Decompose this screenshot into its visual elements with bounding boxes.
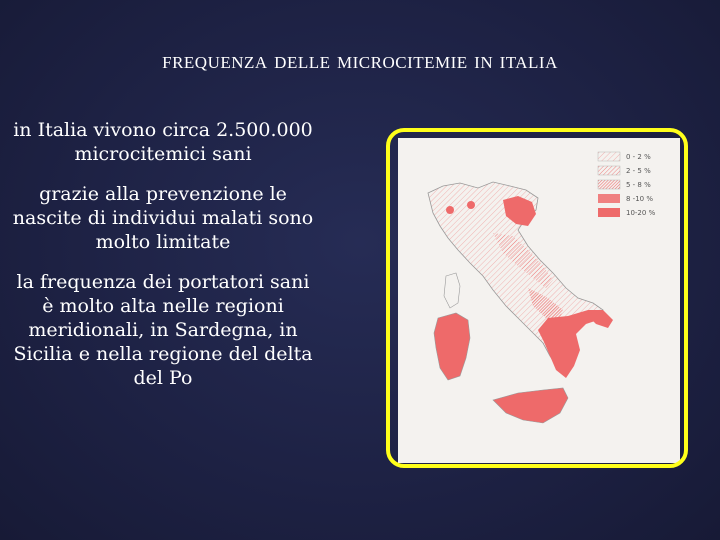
legend-label-2: 2 - 5 % (626, 167, 651, 175)
legend-label-1: 0 - 2 % (626, 153, 651, 161)
legend-label-4: 8 -10 % (626, 195, 653, 203)
legend-label-5: 10-20 % (626, 209, 656, 217)
paragraph-prevention: grazie alla prevenzione le nascite di individui malati sono molto limitate (12, 183, 314, 253)
map-highlight-frame (386, 128, 688, 468)
paragraph-carriers: in Italia vivono circa 2.500.000 microcitemici sani (13, 119, 313, 165)
text-column (8, 118, 318, 406)
legend-label-3: 5 - 8 % (626, 181, 651, 189)
slide-title: frequenza delle microcitemie in italia (162, 48, 558, 74)
paragraph-frequency: la frequenza dei portatori sani è molto alta nelle regioni meridionali, in Sardegna, in Sicilia e nella regione del delta del Po (13, 271, 313, 389)
